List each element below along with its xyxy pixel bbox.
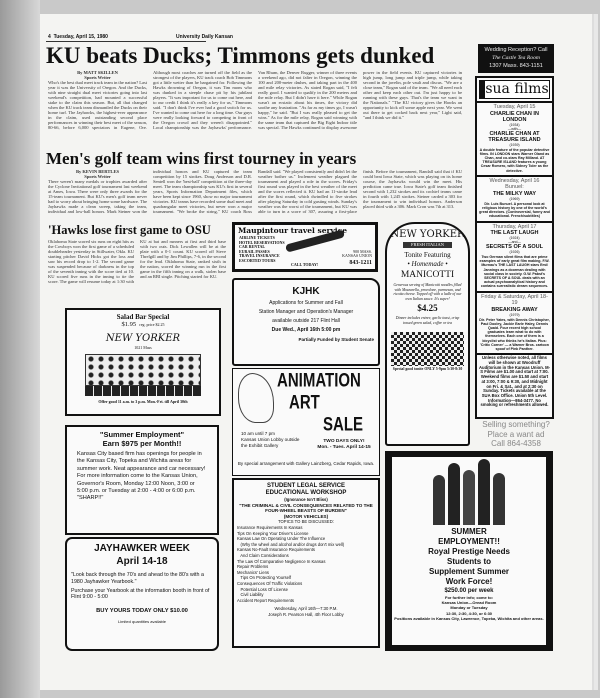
film-listing	[477, 175, 552, 221]
pay-rate: $250.00 per week	[444, 588, 494, 594]
film-listing	[477, 101, 552, 175]
topic-item: Potential Loss Of License	[237, 586, 288, 592]
new-yorker-logo: NEW YORKER	[390, 229, 465, 240]
film-year: (1934)	[509, 122, 520, 127]
ad-text: For further info; come to:	[445, 595, 493, 600]
dish-name: MANICOTTI	[400, 270, 455, 280]
topic-item: And Claim Considerations	[237, 552, 289, 558]
ad-text: • Homemade •	[407, 260, 448, 268]
ad-footer: Offer good 11 a.m. to 3 p.m. Mon.-Fri. till April 30th	[98, 399, 188, 404]
ad-text: Tonite Featuring	[404, 251, 451, 259]
topic-item: Civil Liability	[237, 592, 264, 598]
topic-item: (Why the wheel and alcohol and/or drugs don't mix well)	[237, 541, 345, 547]
service-item: ESCORTED TOURS	[239, 257, 276, 263]
sale-dates	[311, 439, 377, 451]
ad-text: The Castle Tea Room	[492, 55, 540, 61]
listing-day: Wednesday, April 16	[489, 177, 540, 184]
ad-text: Supplement Summer	[428, 567, 509, 576]
ad-title: ART	[289, 391, 320, 414]
ad-quote: "Look back through the 70's and ahead to the 80's with a 1980 Jayhawker Yearbook."	[71, 572, 204, 585]
call-to-action: CALL TODAY!	[291, 262, 319, 267]
topic-item: Mechanics' Liens	[237, 569, 269, 575]
film-title: BREAKING AWAY	[491, 306, 538, 313]
ad-title: STUDENT LEGAL SERVICE	[266, 483, 346, 489]
sale-hours	[241, 431, 305, 449]
topic-item: Accident Report Requirements	[237, 597, 295, 603]
ad-body: Kansas City based firm has openings for people in the Kansas City, Topeka and Wichita areas for summer work. Neat appearance and car necessary! For more information come to the Kansas Union, Governor's Room, Monday 12:00 Noon, 3:00 or 5:00 p.m. or Tuesday at 2:00 - 4:00 or 6:00 p.m. "SHARP!!"	[77, 451, 206, 502]
film-year: (1926)	[509, 250, 520, 255]
agency-address: 900 MASS. KANSAS UNION	[342, 248, 372, 259]
want-ad	[474, 420, 558, 449]
ad-dates: April 14-18	[116, 556, 168, 567]
pay-rate: Earn $975 per Month!!	[102, 439, 182, 448]
ad-title: JAYHAWKER WEEK	[94, 543, 190, 554]
ad-title: "Summer Employment"	[99, 430, 185, 439]
topics-list	[234, 525, 378, 603]
ad-text: Place a want ad	[487, 429, 545, 439]
film-description: Dir. Peter Yates, with Dennis Christopher, Paul Dooley, Jackie Earle Haley, Dennis Quaid. Four recent high school graduates learn what to do with themselves. Each one of them is a bicyclist who thinks he's Italian. Plus: 'Critic Corner' — a Warner Bros. cartoon spoof of Pink Panther.	[479, 317, 550, 352]
listing-day: Friday & Saturday, April 18-19	[481, 293, 548, 307]
film-year: (1939)	[509, 142, 520, 147]
listing-series: Bunuel:	[505, 184, 524, 191]
ad-text: available outside 217 Flint Hall	[272, 318, 340, 324]
film-title: THE MILKY WAY	[492, 190, 537, 197]
legal-workshop-ad	[232, 478, 380, 648]
service-item: EURAIL PASSES	[239, 248, 270, 254]
issue-date: Tuesday, April 15, 1980	[53, 34, 108, 40]
ad-text: SUMMER	[451, 527, 487, 536]
film-description: Two German silent films that are prime examples of early great film making. F.W. Murnau's THE LAST LAUGH stars Emil Jannings as a doorman dealing with social class in society. G.W. Pabst's SECRETS OF A SOUL deals with an actual psychoanalytical history and contains surrealistic dream sequences.	[479, 255, 550, 289]
ad-text: Call 864-4358	[491, 439, 541, 448]
ad-text: Students to	[447, 557, 491, 566]
new-yorker-logo: NEW YORKER	[105, 333, 181, 344]
topic-item: Repair Problems	[237, 564, 269, 570]
service-item: TRAVEL INSURANCE	[239, 253, 280, 259]
topic-item: Kansas Law On Operating Under The Influence	[237, 536, 326, 542]
ad-title: EDUCATIONAL WORKSHOP	[265, 490, 347, 496]
students-illustration	[392, 457, 546, 527]
ad-text: 10 am until 7 pm	[241, 431, 275, 436]
film-title: THE LAST LAUGH	[490, 230, 539, 237]
checkered-table-illustration	[391, 332, 464, 366]
price: $1.95	[121, 321, 137, 328]
film-listing	[477, 221, 552, 291]
film-title: CHARLIE CHAN AT TREASURE ISLAND	[488, 130, 541, 143]
agency-phone: 843-1211	[349, 260, 372, 266]
salad-bar-ad	[65, 308, 221, 416]
folio-rule	[46, 41, 206, 42]
service-item: HOTEL RESERVATIONS	[239, 239, 285, 245]
ad-text: "THE CRIMINAL & CIVIL CONSEQUENCES RELATED TO THE FOUR-WHEEL BEASTS OF BURDEN"	[239, 502, 373, 514]
film-title: SECRETS OF A SOUL	[485, 244, 544, 251]
topic-item: Tips On Protecting Yourself	[237, 575, 292, 581]
film-info-footer: Unless otherwise noted, all films will be shown at Woodruff Auditorium in the Kansas Union. M-S Films are $1.00 and start at 7:00. Weekend films are $1.50 and start at 3:00, 7:00 & 9:30, and Midnight on Fri. & Sat., and at 2:30 on Sunday. Tickets available at the SUA Box Office. Union 5th Level. Information—864-3477. No smoking or refreshments allowed.	[477, 353, 552, 409]
byline: By KEVIN BERTLES	[76, 169, 119, 174]
royal-prestige-ad	[385, 451, 553, 651]
ad-title: SALE	[323, 413, 364, 436]
film-year: (1969)	[509, 196, 520, 201]
ad-text: Kansas Union Lobby outside the Exhibit Gallery	[241, 437, 300, 448]
ad-text: Kansas Union—Oread Room	[441, 600, 497, 606]
page-number: 4	[48, 34, 51, 40]
ad-text: Applications for Summer and Fall	[269, 300, 343, 306]
ad-title: ANIMATION	[277, 369, 361, 392]
salad-bar-illustration	[85, 354, 201, 386]
ad-title: KJHK	[292, 286, 320, 297]
ad-text: Mon. - Tues. April 14-15	[317, 445, 371, 450]
ad-title: Salad Bar Special	[116, 313, 170, 321]
byline-role: Sports Writer	[84, 75, 111, 80]
regular-price: reg. price $2.25	[139, 322, 165, 327]
call-to-action: BUY YOURS TODAY ONLY $10.00	[96, 608, 188, 615]
lead-article	[48, 70, 462, 148]
ad-footer: Special good tonite ONLY 5-9pm 5:30-8:30	[392, 366, 463, 371]
ad-text: (MOTOR VEHICLES)	[283, 513, 329, 519]
film-title: CHARLIE CHAN IN LONDON	[490, 110, 539, 123]
topic-item: Kansas No-Fault Insurance Requirements	[237, 547, 315, 553]
film-listings	[477, 101, 552, 353]
article-body: Oklahoma State scored six runs on eight hits as the Cowboys won the first game of a scheduled doubleheader yesterday in Stillwater, Okla. KU starting pitcher David Hicks got the loss and saw his record drop to 1-2. The second game was suspended because of darkness in the top of the seventh inning with the score tied at 10. KU scored five runs in the inning to tie the score. The game will resume today at 1:30 with KU at bat and runners at first and third base with two outs. Dick Lewallen will be at the plate with a 0-1 count. KU scored off Steve Threlgill and by Jim Phillips, 7-6, in the second for the lead. Oklahoma State, ranked sixth in the nation, scored the winning run in the first game in the fifth inning on a walk, stolen base and an RBI single. Pitching started for KU.	[48, 239, 226, 284]
services-list	[235, 236, 285, 264]
ad-credit: By special arrangement with Gallery Lainzberg, Cedar Rapids, Iowa.	[237, 461, 375, 466]
sua-films-logo: sua films	[479, 80, 550, 99]
dish-description: Generous serving of Manicotti noodles filled with Mozzarella, provolone, parmesan, and ricotta cheese. Topped off with a ladle of our own Italian sauce. It's super!	[393, 283, 462, 301]
article-body: Who's the best dual meet track team in the nation? Last year it was the University of Oregon. And the Ducks, with nine straight dual meet victories going into last weekend's competition, had mounted a successful stake to the claim this season. But, all that changed when the KU track team dismantled the Ducks on their home turf. The Jayhawks, the highest-ever appearance in the claim, used outstanding second place performances in winning their best meet of the season, 80-66, before 6,000 spectators in Eugene, Ore. Although most coaches are turned off the field as the strongest of the players, KU track coach Bob Timmons got a little wetter than he bargained for. Following the Hawks drowning of Oregon, it was Tim mons who was dunked in a steeple chase pit by his jubilant players. "It was important for us to come out here, and to our credit I think it's really a key for us," Timmons said. "I don't think I've ever had a good switch for us. I've wanted to come out here for a long time. Our guys were really looking forward to competing in front of the Oregon crowd and they weren't disappointed." Local championship was the Jayhawks' performance. Van Rhum, the Denver Rugger, winner of three events a weekend ago, did not falter in Oregon, winning the 100 and 200-meter dashes, and taking part in the 400 and mile relay victories. As stated Rogan said, "I felt really good. I wanted to qualify in the 200 meters and the mile relay. But I didn't have it here." While Rogan wasn't an ecstatic about his times, the victory did soothe any frustration. "As far as my times go, I wasn't happy," he said. "But I was really pleased to get the wins." As for the mile relay, Rogan said winning with the same team that captured the Big Eight Indoor title was special. The Hawks continued to display awesome power in the field events. KU captured victories in high jump, long jump and triple jump, while taking second in the javelin, pole vault and discus. "We are a close team," Rogan said of the team. "We all need each other and keep each other out. I'm just happy to be running with these guys. That's the team we want in the Nationals." "The KU victory gives the Hawks an opportunity to kick off some apple next year. We went out there to get cocked back next year," Light said, "and I think we did it."	[48, 70, 462, 130]
article-body: There weren't many medals or trophies awarded after the Cyclone Invitational golf tournament last weekend at Ames, Iowa. There were only three awards for the 15-team tournament. But KU's men's golf team never had to worry about bringing home some hardware. The Jayhawks made a clean sweep, taking the team, individual and low-ball honors. Mark Steiner won the individual honors and KU captured the team competition by 15 strokes. Doug Anderson and D.R. Sentell won the 'best-ball' competition at the three-day meet. The team championship was KU's first in several years, Sports Information Department files, which have been kept since 1960, show no major tournament victories. KU teams have recorded some dual meet and quadrangular meet victories, but never won a major tournament. "We broke the string," KU coach Ross Randall said. "We played consistently and didn't let the weather bother us." Inclement weather plagued the tournament and played a role in the scores. Friday's first round was played in the best weather of the meet and the scores reflected it. KU had an 11-stroke lead after the first round, which dwindled to five strokes after playing Saturday in cold gusting winds. Sunday's weather was the worst of the tournament, but KU was able to turn in a score of 307, assuring a first-place finish. Before the tournament, Randall said that if KU could beat Iowa State, which was playing on its home course, the Jayhawks would win the meet. His prediction came true. Iowa State's golf team finished second with 1,232 strokes and its cochief teams came in fourth with 1,245 strokes. Steiner carded a 303 for the tournament to win individual honors. Anderson placed third with a 306. Mark Cron was 7th at 313.	[48, 169, 462, 214]
golf-article	[48, 169, 462, 221]
ad-text: Station Manager and Operation's Manager	[258, 309, 354, 315]
workshop-location: Joseph R. Pearson Hall, 4th Floor Lobby	[268, 611, 344, 617]
funding-note: Partially Funded by Student Senate	[298, 337, 374, 342]
paper-name: University Daily Kansan	[176, 34, 233, 40]
ad-text: Wedding Reception? Call	[484, 47, 548, 53]
ad-info: Purchase your Yearbook at the information booth in front of Flint 9:00 - 5:00	[71, 587, 210, 601]
deadline: Due Wed., April 16th 5:00 pm	[271, 327, 341, 333]
animation-art-sale-ad	[232, 368, 380, 476]
sua-films-ad	[475, 76, 554, 419]
listing-day: Tuesday, April 15	[493, 104, 536, 110]
ad-text: 12:30, 2:30, 4:30, or 6:30	[445, 610, 493, 616]
service-item: CAR RENTAL	[239, 244, 266, 250]
topic-item: Consequences Of Traffic Violations	[237, 580, 303, 586]
hawks-article	[48, 239, 226, 305]
lead-headline: KU beats Ducks; Timmons gets dunked	[46, 43, 435, 68]
film-year: (1979)	[509, 312, 520, 317]
maupintour-ad	[232, 222, 378, 272]
cartoon-character-illustration	[238, 373, 274, 423]
price: $4.25	[417, 303, 438, 314]
dinner-includes: Dinner includes entree, garlic toast, crisp tossed green salad, coffee or tea	[395, 316, 460, 325]
address: 1021 Mass	[134, 345, 152, 350]
topic-item: Insurance Requirements In Kansas	[237, 524, 303, 530]
workshop-time: Wednesday, April 16th—7:30 P.M.	[274, 606, 338, 612]
summer-employment-ad	[65, 425, 219, 535]
topic-item: The Law Of Comparative Negligence In Kansas	[237, 558, 326, 564]
film-description: A double feature of the popular detective films. IN LONDON stars Warner Oland as Chan, and co-stars Ray Milland. AT TREASURE ISLAND features a young Cesar Romero, with Sidney Toler as the detective.	[479, 147, 550, 173]
ad-text: Royal Prestige Needs	[428, 547, 510, 556]
scan-edge	[0, 0, 40, 698]
ad-text: 1307 Mass. 843-1151	[489, 63, 543, 69]
folio-date	[48, 34, 108, 40]
logo-subtitle: FRESH ITALIAN	[403, 242, 452, 248]
hawks-headline: 'Hawks lose first game to OSU	[48, 223, 211, 237]
agency-name: Maupintour travel service	[238, 226, 347, 235]
separator: —and—	[508, 240, 521, 245]
film-year: (1924)	[509, 236, 520, 241]
byline: By MATT SKILLEN	[77, 70, 118, 75]
ad-text: Work Force!	[445, 577, 493, 586]
ad-note: Limited quantities available	[117, 619, 167, 625]
new-yorker-ad	[385, 222, 470, 446]
service-item: AIRLINE TICKETS	[239, 235, 275, 240]
film-listing	[477, 291, 552, 354]
topic-item: Tips On Keeping Your Driver's License	[237, 530, 309, 536]
ad-text: EMPLOYMENT!!	[438, 537, 500, 546]
kjhk-ad	[232, 278, 380, 366]
ad-text: Selling something?	[482, 420, 550, 429]
separator: —with—	[507, 126, 522, 131]
ad-text: (Ignorance Isn't Bliss)	[284, 497, 328, 502]
ad-text: TWO DAYS ONLY!	[323, 439, 365, 444]
jayhawker-week-ad	[65, 537, 219, 651]
byline-role: Sports Writer	[84, 174, 111, 179]
brick-counter	[85, 386, 201, 396]
film-description: Dir. Luis Bunuel. A personal look at religious history by one of the world's great directors. (Controversial, funny and educational. French/subtitles)	[479, 201, 550, 219]
wedding-ad	[478, 44, 554, 73]
ad-text: Monday or Tuesday	[450, 605, 488, 611]
ad-text: Positions available in Kansas City, Lawrence, Topeka, Wichita and other areas.	[394, 615, 544, 621]
ad-text: TOPICS TO BE DISCUSSED:	[278, 519, 334, 525]
listing-day: Thursday, April 17	[492, 223, 537, 230]
golf-headline: Men's golf team wins first tourney in years	[46, 149, 357, 168]
